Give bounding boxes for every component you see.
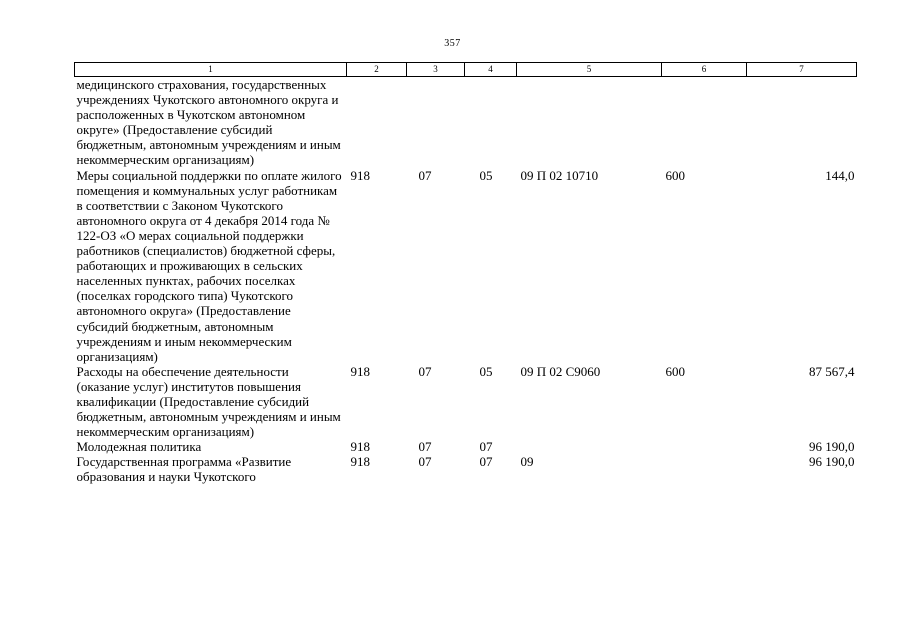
row-ved: 918 xyxy=(350,439,370,455)
row-ved: 918 xyxy=(350,363,370,379)
column-number-header: 5 xyxy=(517,63,662,77)
row-sum: 96 190,0 xyxy=(809,454,855,470)
row-sum: 96 190,0 xyxy=(809,439,855,455)
row-vr xyxy=(662,439,747,454)
table-row xyxy=(75,168,857,364)
row-ved: 918 xyxy=(350,454,370,470)
row-pr xyxy=(465,77,517,168)
column-number-header: 1 xyxy=(75,63,347,77)
row-rz: 07 xyxy=(418,363,432,379)
row-vr: 600 xyxy=(665,167,685,183)
column-number-header: 4 xyxy=(465,63,517,77)
column-number-header: 7 xyxy=(747,63,857,77)
table-row xyxy=(75,439,857,454)
row-pr: 05 xyxy=(479,167,493,183)
row-csr: 09 П 02 С9060 xyxy=(520,363,601,379)
row-vr xyxy=(662,77,747,168)
row-rz: 07 xyxy=(418,439,432,455)
row-ved: 918 xyxy=(350,167,370,183)
row-csr xyxy=(517,439,662,454)
table-row xyxy=(75,364,857,439)
row-name: Меры социальной поддержки по оплате жилого помещения и коммунальных услуг работникам в соответствии с Законом Чукотского автономного округа от 4 декабря 2014 года № 122-ОЗ «О мерах социальной поддержки работников (специалистов) бюджетной сферы, работающих и проживающих в сельских населенных пунктах, рабочих поселках (поселках городского типа) Чукотского автономного округа» (Предоставление субсидий бюджетным, автономным учреждениям и иным некоммерческим организациям) xyxy=(76,167,342,364)
row-csr xyxy=(517,77,662,168)
row-name: Государственная программа «Развитие образования и науки Чукотского xyxy=(76,454,292,485)
table-row xyxy=(75,454,857,484)
page-number: 357 xyxy=(444,38,461,49)
row-name: Расходы на обеспечение деятельности (оказание услуг) институтов повышения квалификации (Предоставление субсидий бюджетным, автономным учреждениям и иным некоммерческим организациям) xyxy=(76,363,341,440)
row-sum: 87 567,4 xyxy=(809,363,855,379)
column-number-header: 2 xyxy=(347,63,407,77)
row-sum: 144,0 xyxy=(825,167,855,183)
row-pr: 07 xyxy=(479,454,493,470)
budget-table xyxy=(74,62,857,485)
column-number-row xyxy=(75,63,857,77)
column-number-header: 3 xyxy=(407,63,465,77)
row-rz: 07 xyxy=(418,454,432,470)
row-rz: 07 xyxy=(418,167,432,183)
row-pr: 05 xyxy=(479,363,493,379)
column-number-header: 6 xyxy=(662,63,747,77)
row-vr xyxy=(662,454,747,484)
table-row xyxy=(75,77,857,168)
row-csr: 09 xyxy=(520,454,534,470)
row-name: медицинского страхования, государственных учреждениях Чукотского автономного округа и расположенных в Чукотском автономном округе» (Предоставление субсидий бюджетным, автономным учреждениям и иным некоммерческим организациям) xyxy=(76,77,341,168)
row-pr: 07 xyxy=(479,439,493,455)
row-rz xyxy=(407,77,465,168)
row-sum xyxy=(747,77,857,168)
row-ved xyxy=(347,77,407,168)
row-csr: 09 П 02 10710 xyxy=(520,167,599,183)
row-name: Молодежная политика xyxy=(76,439,202,455)
row-vr: 600 xyxy=(665,363,685,379)
